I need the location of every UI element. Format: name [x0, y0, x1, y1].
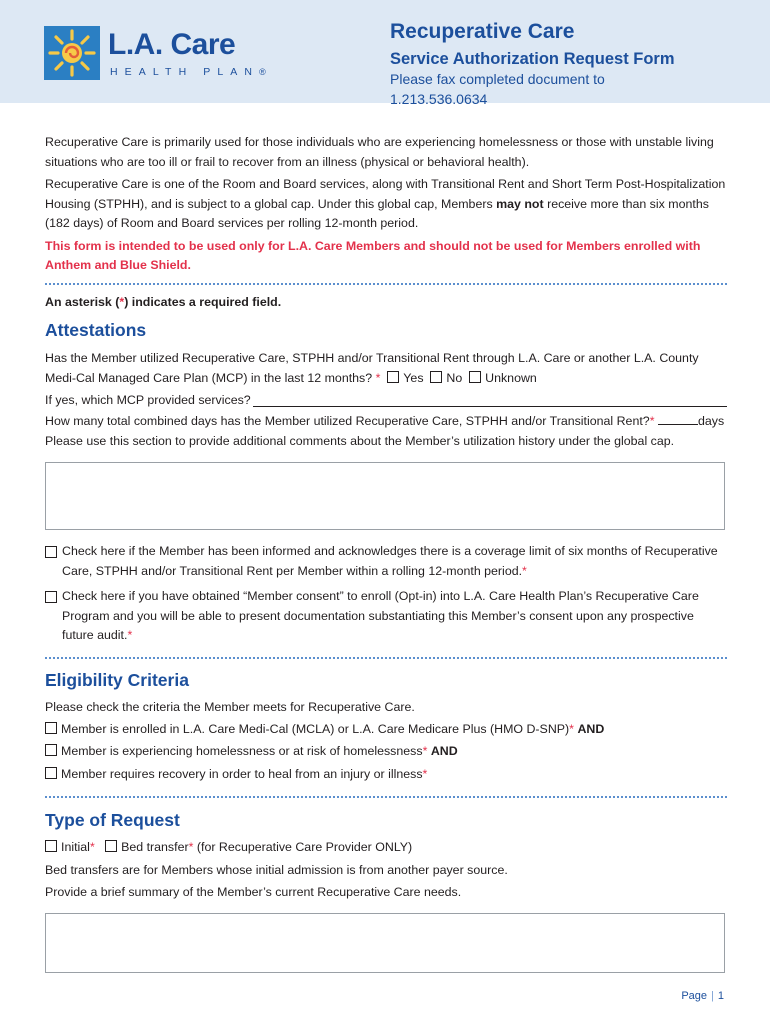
logo-registered-mark: ®: [259, 67, 266, 77]
criterion-row-1: [45, 720, 727, 740]
request-type-options: [45, 838, 727, 858]
coverage-limit-label: Check here if the Member has been informed and acknowledges there is a coverage limit of six months of Recuperative Care, STPHH and/or Transitional Rent per Member within a rolling 12-month period.: [62, 544, 718, 578]
criterion-row-2: [45, 742, 727, 762]
days-label: days: [697, 413, 725, 428]
utilization-question: [45, 349, 727, 388]
and-label: AND: [430, 744, 458, 758]
initial-checkbox[interactable]: [45, 840, 57, 852]
days-question: [45, 412, 727, 432]
mcp-answer-field[interactable]: [253, 395, 727, 407]
bed-transfer-checkbox[interactable]: [105, 840, 117, 852]
initial-label: Initial: [61, 840, 90, 854]
required-star: *: [649, 413, 655, 428]
asterisk-note-b: ) indicates a required field.: [124, 295, 282, 309]
coverage-limit-check-row: [45, 542, 727, 581]
required-star: *: [522, 563, 527, 578]
page-label: Page: [681, 990, 708, 1002]
coverage-limit-checkbox[interactable]: [45, 546, 57, 558]
comments-instruction: Please use this section to provide additional comments about the Member’s utilization history under the global cap.: [45, 434, 675, 448]
required-star: *: [422, 744, 428, 758]
intro-p2-emphasis: may not: [496, 196, 544, 211]
unknown-checkbox[interactable]: [469, 371, 481, 383]
yes-label: Yes: [403, 370, 424, 385]
no-checkbox[interactable]: [430, 371, 442, 383]
intro-p2-a: Recuperative Care is one of the Room and Board services, along with Transitional Rent and Short Term Post-Hospitalization Housing (STPHH), and is subject to a global cap. Under this global cap, Members: [45, 177, 726, 211]
required-star: *: [569, 721, 574, 736]
days-answer-field[interactable]: [658, 413, 698, 425]
form-subtitle: Service Authorization Request Form: [390, 50, 675, 68]
member-consent-checkbox[interactable]: [45, 591, 57, 603]
la-care-logo: [44, 26, 266, 82]
section-divider: [45, 657, 727, 659]
criterion-2-label: Member is experiencing homelessness or at risk of homelessness: [61, 744, 423, 758]
asterisk-note-a: An asterisk (: [45, 295, 120, 309]
required-star: *: [188, 840, 194, 854]
logo-name: L.A. Care: [108, 28, 236, 61]
criterion-3-label: Member requires recovery in order to heal from an injury or illness: [61, 766, 423, 781]
sun-logo-icon: [44, 26, 100, 80]
form-title: Recuperative Care: [390, 20, 575, 43]
required-star: *: [375, 370, 381, 385]
member-consent-check-row: [45, 587, 727, 646]
page-number: 1: [717, 990, 724, 1002]
intro-paragraph-2: [45, 175, 727, 234]
asterisk-symbol: *: [119, 295, 125, 309]
needs-summary-box[interactable]: [45, 913, 725, 973]
footer-separator: |: [711, 990, 714, 1002]
utilization-question-text: Has the Member utilized Recuperative Care, STPHH and/or Transitional Rent through L.A. Care or another L.A. County Medi-Cal Managed Care Plan (MCP) in the last 12 months?: [45, 351, 699, 385]
mcp-question-text: If yes, which MCP provided services?: [45, 393, 251, 407]
bed-transfer-explanation: Bed transfers are for Members whose initial admission is from another payer source.: [45, 862, 508, 877]
required-star: *: [422, 766, 428, 781]
criterion-2-checkbox[interactable]: [45, 744, 57, 756]
bed-transfer-label: Bed transfer: [121, 840, 189, 854]
intro-paragraph-1: Recuperative Care is primarily used for those individuals who are experiencing homelessness or those with unstable living situations who are too ill or frail to recover from an illness (physical or behavioral health).: [45, 135, 714, 169]
criterion-1-checkbox[interactable]: [45, 722, 57, 734]
intro-p2-c: receive more than six months (182 days) of Room and Board services per rolling 12-month period.: [45, 196, 709, 230]
no-label: No: [446, 370, 463, 385]
needs-summary-instruction: Provide a brief summary of the Member’s current Recuperative Care needs.: [45, 885, 462, 899]
section-divider: [45, 283, 727, 285]
attestation-questions: [45, 349, 727, 452]
request-type-title: Type of Request: [45, 810, 180, 830]
request-type-section: [45, 838, 727, 903]
member-consent-text: [62, 587, 727, 646]
intro-section: [45, 133, 727, 276]
section-divider: [45, 796, 727, 798]
mcp-question: [45, 391, 727, 411]
eligibility-title: Eligibility Criteria: [45, 670, 189, 690]
utilization-comments-box[interactable]: [45, 462, 725, 530]
attestations-title: Attestations: [45, 320, 147, 340]
logo-subtitle: [110, 66, 266, 78]
bed-transfer-note: (for Recuperative Care Provider ONLY): [196, 840, 413, 854]
eligibility-intro: Please check the criteria the Member meets for Recuperative Care.: [45, 700, 415, 714]
asterisk-note: [45, 293, 727, 313]
fax-instruction: Please fax completed document to: [390, 71, 605, 87]
days-question-text: How many total combined days has the Member utilized Recuperative Care, STPHH and/or Transitional Rent?: [45, 413, 650, 428]
fax-number: 1.213.536.0634: [390, 91, 488, 107]
coverage-limit-text: [62, 542, 727, 581]
eligibility-warning: This form is intended to be used only for L.A. Care Members and should not be used for Members enrolled with Anthem and Blue Shield.: [45, 238, 701, 272]
attestation-checks: [45, 542, 727, 646]
and-label: AND: [577, 721, 605, 736]
form-title-block: [390, 20, 750, 109]
unknown-label: Unknown: [485, 370, 537, 385]
logo-sub-text: HEALTH PLAN: [110, 66, 260, 78]
criterion-row-3: [45, 765, 727, 785]
required-star: *: [89, 840, 95, 854]
criterion-1-label: Member is enrolled in L.A. Care Medi-Cal (MCLA) or L.A. Care Medicare Plus (HMO D-SNP): [61, 721, 570, 736]
eligibility-criteria: [45, 698, 727, 784]
criterion-3-checkbox[interactable]: [45, 767, 57, 779]
required-star: *: [127, 628, 133, 642]
member-consent-label: Check here if you have obtained “Member consent” to enroll (Opt-in) into L.A. Care Health Plan’s Recuperative Care Program and you will be able to present documentation substantiating this Member’s consent upon any prospective future audit.: [62, 589, 699, 642]
page-footer: [681, 990, 724, 1002]
yes-checkbox[interactable]: [387, 371, 399, 383]
